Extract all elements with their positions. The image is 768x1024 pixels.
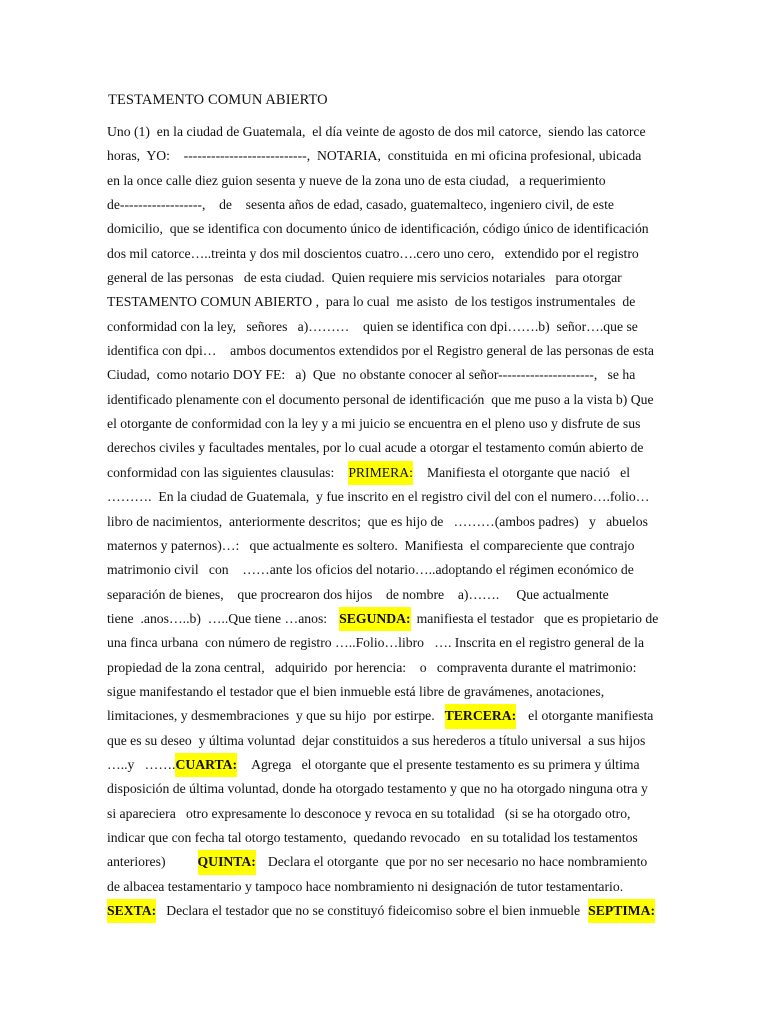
- clause-label-segunda: SEGUNDA:: [339, 607, 411, 631]
- text-line: en la once calle diez guion sesenta y nueve de la zona uno de esta ciudad, a requerimiento: [107, 172, 606, 188]
- clause-label-septima: SEPTIMA:: [588, 899, 655, 923]
- text-line: TESTAMENTO COMUN ABIERTO , para lo cual me asisto de los testigos instrumentales de: [107, 294, 636, 310]
- text-line: sigue manifestando el testador que el bien inmueble está libre de gravámenes, anotaciones,: [107, 683, 605, 699]
- text-line: maternos y paternos)…: que actualmente es soltero. Manifiesta el compareciente que contrajo: [107, 537, 635, 553]
- text-line: ………. En la ciudad de Guatemala, y fue inscrito en el registro civil del con el numero….folio…: [107, 489, 650, 505]
- text-line: anteriores) QUINTA: Declara el otorgante que por no ser necesario no hace nombramiento: [107, 850, 660, 874]
- text-line: tiene .anos…..b) …..Que tiene …anos: SEGUNDA: manifiesta el testador que es propietario de: [107, 607, 660, 631]
- text-line: propiedad de la zona central, adquirido por herencia: o compraventa durante el matrimonio:: [107, 659, 637, 675]
- text-line: separación de bienes, que procrearon dos hijos de nombre a)……. Que actualmente: [107, 586, 609, 602]
- text-line: indicar que con fecha tal otorgo testamento, quedando revocado en su totalidad los testamentos: [107, 829, 638, 845]
- text-line: matrimonio civil con ……ante los oficios del notario…..adoptando el régimen económico de: [107, 562, 634, 578]
- text-line: domicilio, que se identifica con documento único de identificación, código único de identificación: [107, 221, 649, 237]
- text-line: que es su deseo y última voluntad dejar constituidos a sus herederos a título universal a sus hijos: [107, 732, 646, 748]
- text-line: dos mil catorce…..treinta y dos mil doscientos cuatro….cero uno cero, extendido por el registro: [107, 245, 639, 261]
- text-line: si apareciera otro expresamente lo desconoce y revoca en su totalidad (si se ha otorgado otro,: [107, 805, 631, 821]
- text-line: conformidad con las siguientes clausulas: PRIMERA: Manifiesta el otorgante que nació el: [107, 461, 660, 485]
- text-line: Ciudad, como notario DOY FE: a) Que no obstante conocer al señor---------------------, se ha: [107, 367, 636, 383]
- text-line: el otorgante de conformidad con la ley y a mi juicio se encuentra en el pleno uso y disfrute de sus: [107, 416, 641, 432]
- text-line: una finca urbana con número de registro …..Folio…libro …. Inscrita en el registro general de la: [107, 635, 645, 651]
- text-line: limitaciones, y desmembraciones y que su hijo por estirpe. TERCERA: el otorgante manifiesta: [107, 704, 660, 728]
- clause-label-cuarta: CUARTA:: [175, 753, 237, 777]
- text-line: conformidad con la ley, señores a)……… quien se identifica con dpi…….b) señor….que se: [107, 318, 638, 334]
- clause-label-tercera: TERCERA:: [445, 704, 517, 728]
- text-line: de albacea testamentario y tampoco hace nombramiento ni designación de tutor testamentario.: [107, 878, 624, 894]
- clause-label-quinta: QUINTA:: [198, 850, 256, 874]
- document-body: [107, 120, 660, 923]
- text-line: general de las personas de esta ciudad. Quien requiere mis servicios notariales para otorgar: [107, 270, 622, 286]
- text-line: SEXTA: Declara el testador que no se constituyó fideicomiso sobre el bien inmueble SEPTIMA:: [107, 899, 660, 923]
- text-line: de------------------, de sesenta años de edad, casado, guatemalteco, ingeniero civil, de este: [107, 197, 614, 213]
- text-line: Uno (1) en la ciudad de Guatemala, el día veinte de agosto de dos mil catorce, siendo las catorce: [107, 124, 646, 139]
- text-line: identifica con dpi… ambos documentos extendidos por el Registro general de las personas de esta: [107, 343, 654, 359]
- text-line: …..y ……. CUARTA: Agrega el otorgante que el presente testamento es su primera y última: [107, 753, 660, 777]
- document-title: TESTAMENTO COMUN ABIERTO: [108, 92, 328, 108]
- text-line: libro de nacimientos, anteriormente descritos; que es hijo de ………(ambos padres) y abuelos: [107, 513, 648, 529]
- text-line: disposición de última voluntad, donde ha otorgado testamento y que no ha otorgado ninguna otra y: [107, 781, 648, 797]
- text-line: horas, YO: ---------------------------, NOTARIA, constituida en mi oficina profesional, ubicada: [107, 148, 642, 164]
- text-line: identificado plenamente con el documento personal de identificación que me puso a la vista b) Que: [107, 391, 654, 407]
- text-line: derechos civiles y facultades mentales, por lo cual acude a otorgar el testamento común abierto de: [107, 440, 644, 456]
- clause-label-primera: PRIMERA:: [348, 461, 413, 485]
- clause-label-sexta: SEXTA:: [107, 899, 156, 923]
